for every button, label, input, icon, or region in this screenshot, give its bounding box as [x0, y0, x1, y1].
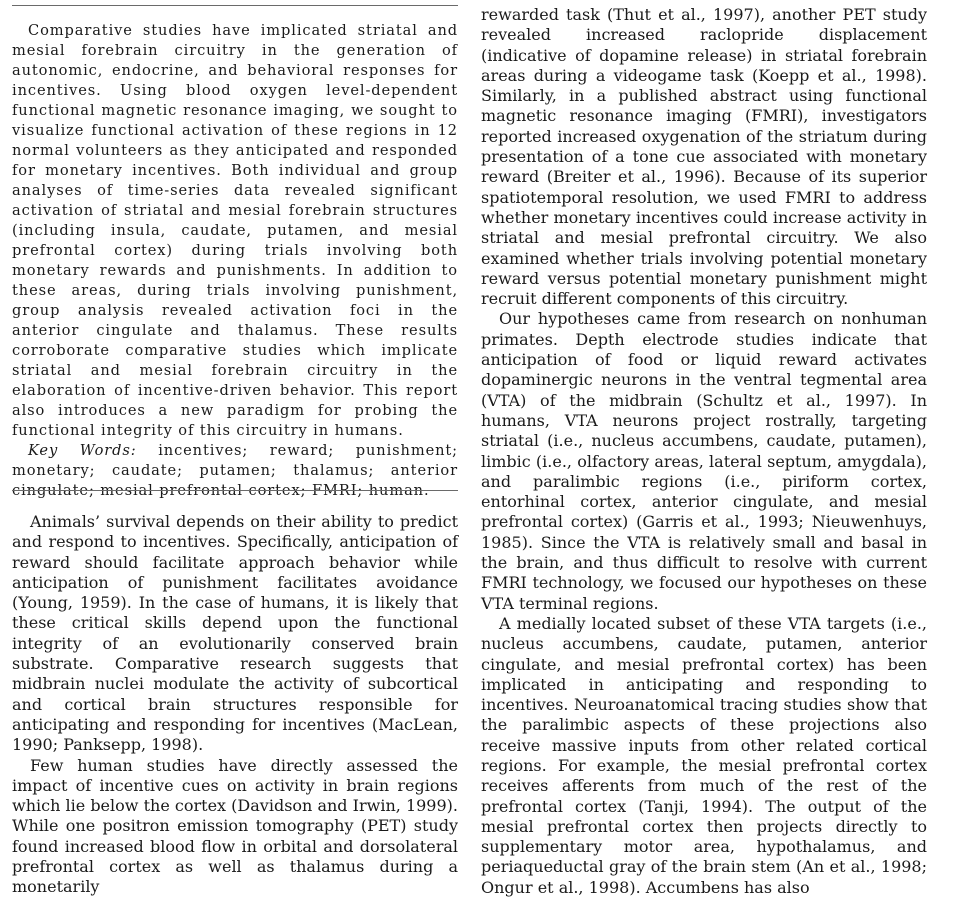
- paragraph: A medially located subset of these VTA targets (i.e., nucleus accumbens, caudate, putamen, anterior cingulate, and mesial prefrontal cortex) has been implicated in anticipating and responding to incentives. Neuroanatomical tracing studies show that the paralimbic aspects of these projections also receive massive inputs from other related cortical regions. For example, the mesial prefrontal cortex receives afferents from much of the rest of the prefrontal cortex (Tanji, 1994). The output of the mesial prefrontal cortex then projects directly to supplementary motor area, hypothalamus, and periaqueductal gray of the brain stem (An et al., 1998; Ongur et al., 1998). Accumbens has also: [481, 613, 927, 897]
- paragraph: Few human studies have directly assessed the impact of incentive cues on activity in brain regions which lie below the cortex (Davidson and Irwin, 1999). While one positron emission tomography (PET) study found increased blood flow in orbital and dorsolateral prefrontal cortex as well as thalamus during a monetarily: [12, 755, 458, 897]
- abstract: [12, 21, 458, 501]
- paragraph: rewarded task (Thut et al., 1997), another PET study revealed increased raclopride displacement (indicative of dopamine release) in striatal forebrain areas during a videogame task (Koepp et al., 1998). Similarly, in a published abstract using functional magnetic resonance imaging (FMRI), investigators reported increased oxygenation of the striatum during presentation of a tone cue associated with monetary reward (Breiter et al., 1996). Because of its superior spatiotemporal resolution, we used FMRI to address whether monetary incentives could increase activity in striatal and mesial prefrontal circuitry. We also examined whether trials involving potential monetary reward versus potential monetary punishment might recruit different components of this circuitry.: [481, 5, 927, 309]
- top-rule: [12, 5, 458, 6]
- section-rule: [12, 490, 458, 491]
- paragraph: Animals’ survival depends on their ability to predict and respond to incentives. Specifically, anticipation of reward should facilitate approach behavior while anticipation of punishment facilitates avoidance (Young, 1959). In the case of humans, it is likely that these critical skills depend upon the functional integrity of an evolutionarily conserved brain substrate. Comparative research suggests that midbrain nuclei modulate the activity of subcortical and cortical brain structures responsible for anticipating and responding for incentives (MacLean, 1990; Panksepp, 1998).: [12, 512, 458, 755]
- paragraph: Our hypotheses came from research on nonhuman primates. Depth electrode studies indicate that anticipation of food or liquid reward activates dopaminergic neurons in the ventral tegmental area (VTA) of the midbrain (Schultz et al., 1997). In humans, VTA neurons project rostrally, targeting striatal (i.e., nucleus accumbens, caudate, putamen), limbic (i.e., olfactory areas, lateral septum, amygdala), and paralimbic regions (i.e., piriform cortex, entorhinal cortex, anterior cingulate, and mesial prefrontal cortex) (Garris et al., 1993; Nieuwenhuys, 1985). Since the VTA is relatively small and basal in the brain, and thus difficult to resolve with current FMRI technology, we focused our hypotheses on these VTA terminal regions.: [481, 309, 927, 613]
- right-column: [481, 5, 927, 898]
- left-column: [12, 512, 458, 898]
- abstract-text: Comparative studies have implicated striatal and mesial forebrain circuitry in the generation of autonomic, endocrine, and behavioral responses for incentives. Using blood oxygen level-dependent functional magnetic resonance imaging, we sought to visualize functional activation of these regions in 12 normal volunteers as they anticipated and responded for monetary incentives. Both individual and group analyses of time-series data revealed significant activation of striatal and mesial forebrain structures (including insula, caudate, putamen, and mesial prefrontal cortex) during trials involving both monetary rewards and punishments. In addition to these areas, during trials involving punishment, group analysis revealed activation foci in the anterior cingulate and thalamus. These results corroborate comparative studies which implicate striatal and mesial forebrain circuitry in the elaboration of incentive-driven behavior. This report also introduces a new paradigm for probing the functional integrity of this circuitry in humans.: [12, 22, 458, 439]
- keywords: [12, 441, 458, 501]
- keywords-list: incentives; reward; punishment; monetary; caudate; putamen; thalamus; anterior cingulate; mesial prefrontal cortex; FMRI; human.: [12, 442, 458, 499]
- keywords-label: Key Words:: [28, 442, 137, 459]
